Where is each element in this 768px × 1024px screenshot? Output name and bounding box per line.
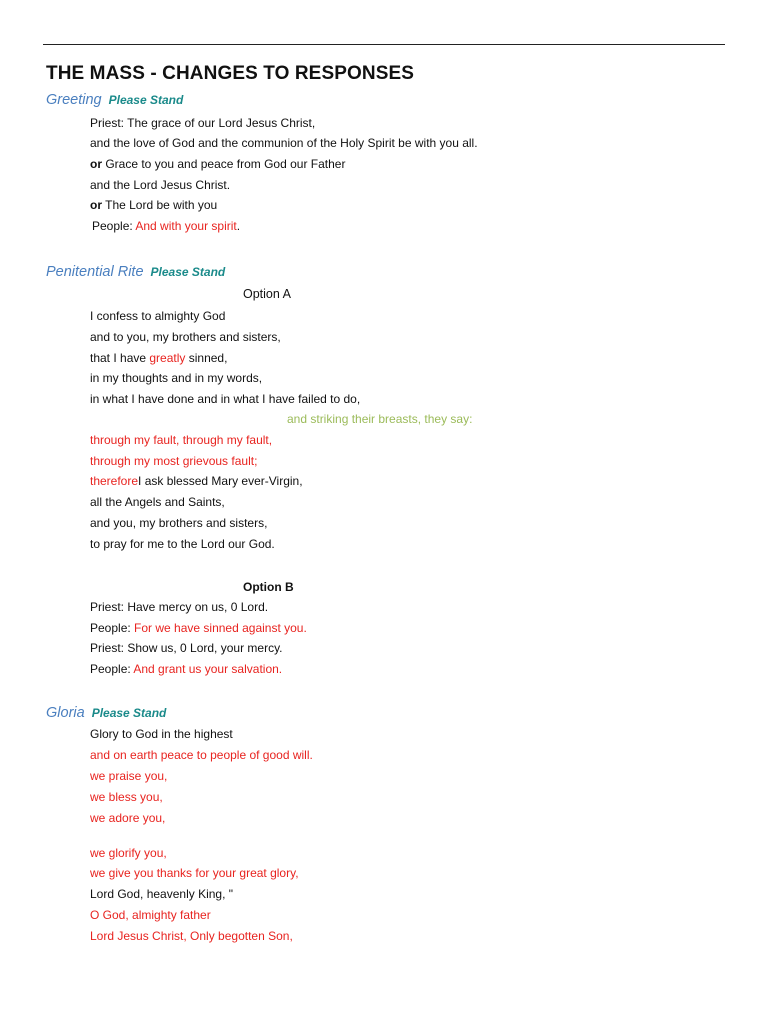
text-span: . <box>236 219 241 233</box>
section-gloria <box>46 704 166 722</box>
or-keyword: or <box>90 198 102 212</box>
page-title: THE MASS - CHANGES TO RESPONSES <box>46 63 415 84</box>
response-line: O God, almighty father <box>90 908 211 922</box>
text-line: Priest: Have mercy on us, 0 Lord. <box>90 600 269 614</box>
response-line: we glorify you, <box>90 846 167 860</box>
text-line: all the Angels and Saints, <box>90 495 225 509</box>
please-stand: Please Stand <box>150 265 226 279</box>
text-span: that I have <box>90 351 150 365</box>
text-line: and to you, my brothers and sisters, <box>90 330 281 344</box>
speaker-label: People: <box>92 219 136 233</box>
text-line <box>90 351 227 365</box>
text-line: and you, my brothers and sisters, <box>90 516 268 530</box>
text-span: The Lord be with you <box>102 198 218 212</box>
text-line <box>90 198 217 212</box>
text-line: and the Lord Jesus Christ. <box>90 178 231 192</box>
section-greeting <box>46 91 183 109</box>
speaker-label: People: <box>90 662 134 676</box>
or-keyword: or <box>90 157 102 171</box>
please-stand: Please Stand <box>108 93 184 107</box>
text-line <box>92 219 240 233</box>
text-line: Priest: Show us, 0 Lord, your mercy. <box>90 641 283 655</box>
text-span: I ask blessed Mary ever-Virgin, <box>138 474 303 488</box>
text-line <box>90 662 282 676</box>
text-line <box>90 474 303 488</box>
text-line: in my thoughts and in my words, <box>90 371 263 385</box>
response-line: we praise you, <box>90 769 168 783</box>
response-line: and on earth peace to people of good will. <box>90 748 313 762</box>
speaker-label: People: <box>90 621 135 635</box>
response-text: greatly <box>149 351 186 365</box>
section-name: Greeting <box>46 92 102 108</box>
text-line: Lord God, heavenly King, " <box>90 887 234 901</box>
text-line <box>90 621 307 635</box>
response-text: therefore <box>90 474 139 488</box>
response-text: And with your spirit <box>135 219 237 233</box>
response-text: For we have sinned against you. <box>134 621 307 635</box>
rubric-line: and striking their breasts, they say: <box>287 412 473 426</box>
top-rule <box>43 44 725 45</box>
response-line: through my most grievous fault; <box>90 454 258 468</box>
response-line: through my fault, through my fault, <box>90 433 273 447</box>
section-name: Penitential Rite <box>46 264 144 280</box>
section-penitential-rite <box>46 263 225 281</box>
text-line: to pray for me to the Lord our God. <box>90 537 275 551</box>
response-line: Lord Jesus Christ, Only begotten Son, <box>90 929 293 943</box>
text-line <box>90 157 345 171</box>
option-a-heading: Option A <box>243 287 291 301</box>
please-stand: Please Stand <box>91 706 167 720</box>
text-line: Glory to God in the highest <box>90 727 233 741</box>
text-line: in what I have done and in what I have failed to do, <box>90 392 361 406</box>
section-name: Gloria <box>46 705 85 721</box>
response-line: we give you thanks for your great glory, <box>90 866 299 880</box>
text-span: sinned, <box>185 351 228 365</box>
text-line: Priest: The grace of our Lord Jesus Christ, <box>90 116 316 130</box>
text-line: I confess to almighty God <box>90 309 226 323</box>
response-line: we bless you, <box>90 790 163 804</box>
text-span: Grace to you and peace from God our Father <box>102 157 346 171</box>
response-text: And grant us your salvation. <box>133 662 283 676</box>
option-b-heading: Option B <box>243 580 294 594</box>
text-line: and the love of God and the communion of the Holy Spirit be with you all. <box>90 136 478 150</box>
response-line: we adore you, <box>90 811 166 825</box>
